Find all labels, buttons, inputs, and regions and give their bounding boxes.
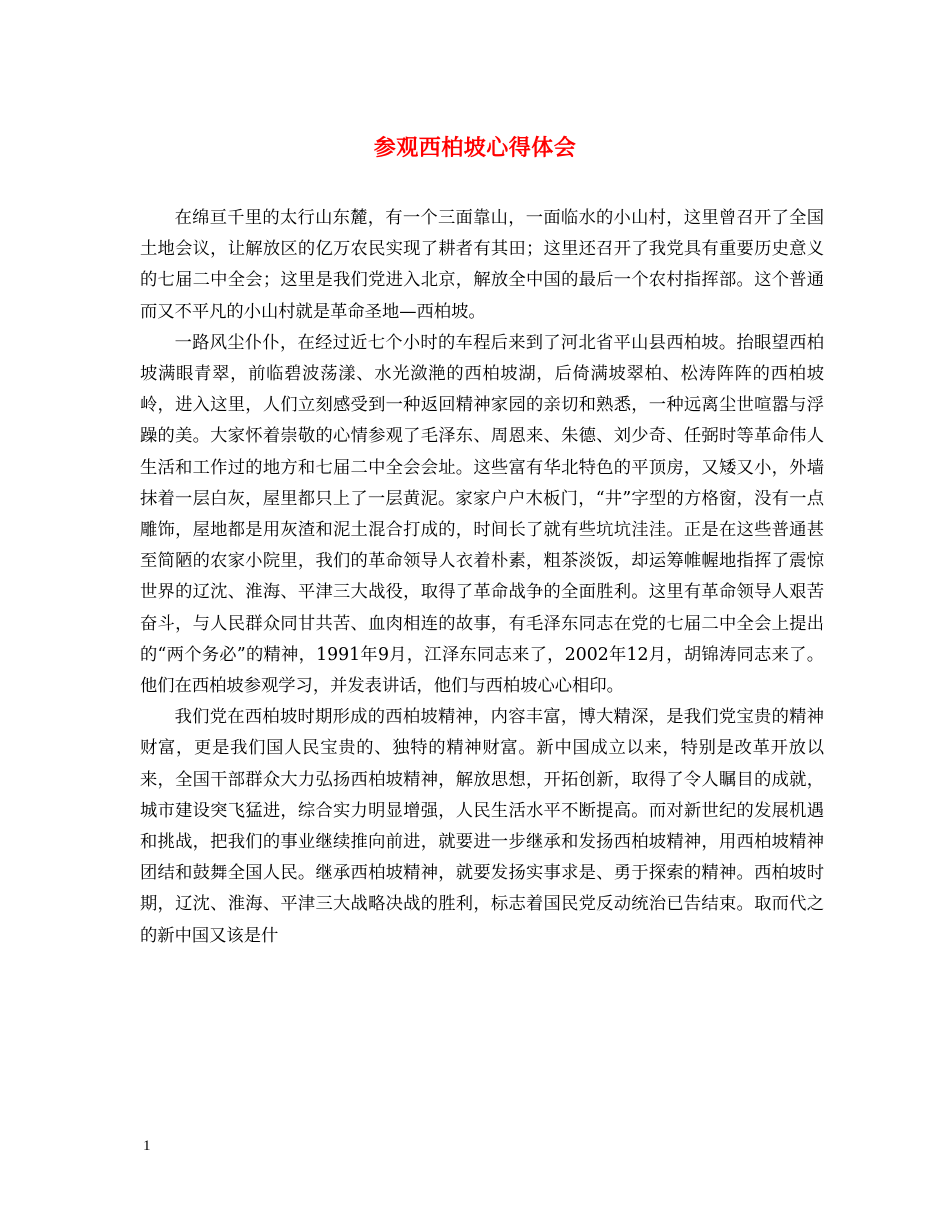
document-title: 参观西柏坡心得体会 bbox=[373, 136, 577, 161]
paragraph-1: 在绵亘千里的太行山东麓，有一个三面靠山，一面临水的小山村，这里曾召开了全国土地会议，让解放区的亿万农民实现了耕者有其田；这里还召开了我党具有重要历史意义的七届二中全会；这里是我们党进入北京，解放全中国的最后一个农村指挥部。这个普通而又不平凡的小山村就是革命圣地—西柏坡。 bbox=[140, 208, 824, 322]
document-body bbox=[140, 203, 824, 952]
paragraph-2: 一路风尘仆仆，在经过近七个小时的车程后来到了河北省平山县西柏坡。抬眼望西柏坡满眼青翠，前临碧波荡漾、水光潋滟的西柏坡湖，后倚满坡翠柏、松涛阵阵的西柏坡岭，进入这里，人们立刻感受到一种返回精神家园的亲切和熟悉，一种远离尘世喧嚣与浮躁的美。大家怀着崇敬的心情参观了毛泽东、周恩来、朱德、刘少奇、任弼时等革命伟人生活和工作过的地方和七届二中全会会址。这些富有华北特色的平顶房，又矮又小，外墙抹着一层白灰，屋里都只上了一层黄泥。家家户户木板门，“井”字型的方格窗，没有一点雕饰，屋地都是用灰渣和泥土混合打成的，时间长了就有些坑坑洼洼。正是在这些普通甚至简陋的农家小院里，我们的革命领导人衣着朴素，粗茶淡饭，却运筹帷幄地指挥了震惊世界的辽沈、淮海、平津三大战役，取得了革命战争的全面胜利。这里有革命领导人艰苦奋斗，与人民群众同甘共苦、血肉相连的故事，有毛泽东同志在党的七届二中全会上提出的“两个务必”的精神，1991年9月，江泽东同志来了，2002年12月，胡锦涛同志来了。他们在西柏坡参观学习，并发表讲话，他们与西柏坡心心相印。 bbox=[140, 332, 824, 697]
paragraph-3: 我们党在西柏坡时期形成的西柏坡精神，内容丰富，博大精深，是我们党宝贵的精神财富，更是我们国人民宝贵的、独特的精神财富。新中国成立以来，特别是改革开放以来，全国干部群众大力弘扬西柏坡精神，解放思想，开拓创新，取得了令人瞩目的成就，城市建设突飞猛进，综合实力明显增强，人民生活水平不断提高。而对新世纪的发展机遇和挑战，把我们的事业继续推向前进，就要进一步继承和发扬西柏坡精神，用西柏坡精神团结和鼓舞全国人民。继承西柏坡精神，就要发扬实事求是、勇于探索的精神。西柏坡时期，辽沈、淮海、平津三大战略决战的胜利，标志着国民党反动统治已告结束。取而代之的新中国又该是什 bbox=[140, 707, 824, 946]
page-number: 1 bbox=[143, 1138, 151, 1154]
